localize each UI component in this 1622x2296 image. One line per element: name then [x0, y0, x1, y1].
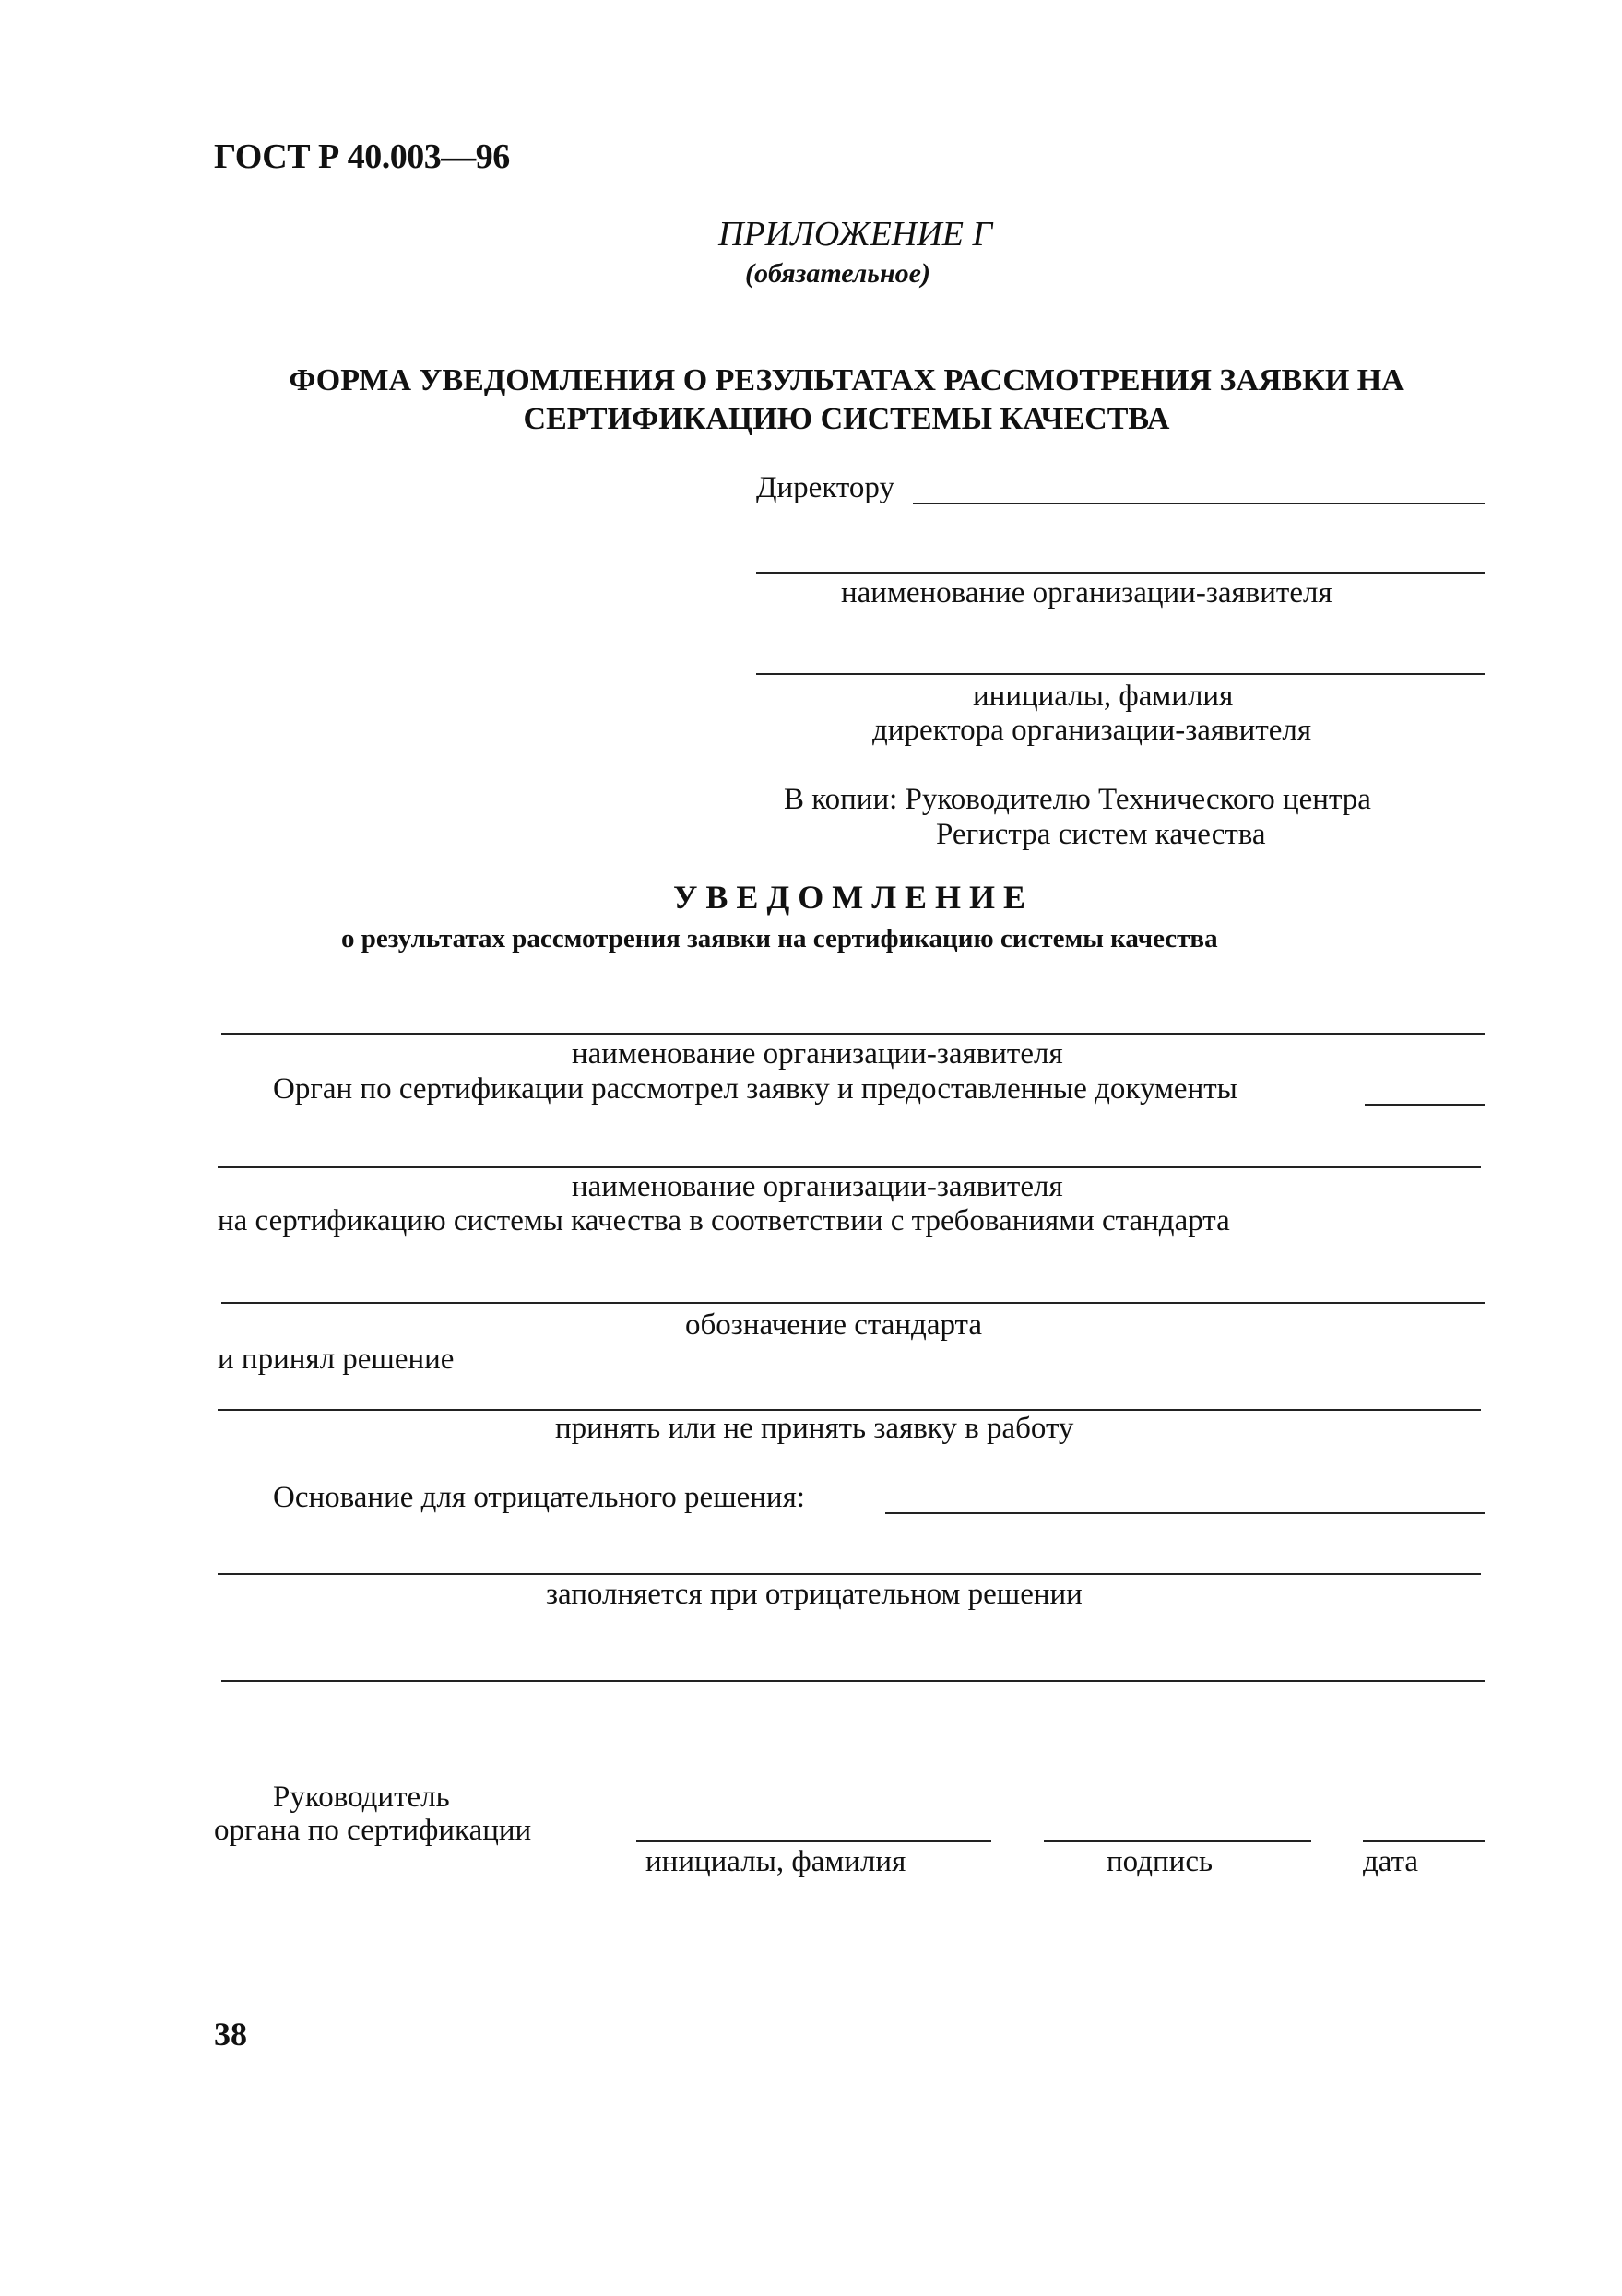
decision-caption: принять или не принять заявку в работу [555, 1412, 1074, 1445]
signature-caption-date: дата [1363, 1845, 1419, 1878]
negative-basis-label: Основание для отрицательного решения: [273, 1481, 805, 1514]
appendix-title: ПРИЛОЖЕНИЕ Г [718, 215, 993, 254]
signature-caption-name: инициалы, фамилия [645, 1845, 906, 1878]
appendix-note: (обязательное) [745, 258, 930, 289]
signature-role-line-1: Руководитель [273, 1781, 450, 1814]
org-caption-top: наименование организации-заявителя [841, 576, 1332, 610]
standard-text: на сертификацию системы качества в соответствии с требованиями стандарта [218, 1204, 1230, 1237]
notice-title: УВЕДОМЛЕНИЕ [673, 879, 1035, 916]
copy-line-2: Регистра систем качества [936, 818, 1266, 851]
reviewed-text: Орган по сертификации рассмотрел заявку и предоставленные документы [273, 1072, 1237, 1106]
standard-caption: обозначение стандарта [685, 1308, 983, 1342]
signature-caption-signature: подпись [1107, 1845, 1214, 1878]
form-title-line-1: ФОРМА УВЕДОМЛЕНИЯ О РЕЗУЛЬТАТАХ РАССМОТРЕНИЯ ЗАЯВКИ НА [289, 363, 1404, 397]
director-label: Директору [756, 471, 894, 504]
director-caption-line-1: инициалы, фамилия [973, 680, 1234, 713]
director-initials-field[interactable] [756, 673, 1485, 675]
negative-basis-field-2[interactable] [218, 1573, 1481, 1575]
director-org-field[interactable] [756, 572, 1485, 574]
decision-text: и принял решение [218, 1343, 455, 1376]
copy-line-1: В копии: Руководителю Технического центра [784, 783, 1371, 816]
page-number: 38 [214, 2016, 247, 2053]
negative-caption: заполняется при отрицательном решении [546, 1578, 1083, 1611]
applicant-org-field-2[interactable] [218, 1166, 1481, 1168]
form-title-line-2: СЕРТИФИКАЦИЮ СИСТЕМЫ КАЧЕСТВА [523, 402, 1170, 436]
org-caption-2: наименование организации-заявителя [572, 1170, 1063, 1203]
reviewed-docs-field[interactable] [1365, 1104, 1485, 1106]
signature-role-line-2: органа по сертификации [214, 1814, 532, 1847]
director-caption-line-2: директора организации-заявителя [872, 714, 1312, 747]
standard-field[interactable] [221, 1302, 1485, 1304]
signature-date-field[interactable] [1363, 1840, 1485, 1842]
signature-sign-field[interactable] [1044, 1840, 1311, 1842]
negative-basis-field[interactable] [885, 1512, 1485, 1514]
document-code: ГОСТ Р 40.003—96 [214, 137, 510, 176]
signature-name-field[interactable] [636, 1840, 991, 1842]
notice-subtitle: о результатах рассмотрения заявки на сертификацию системы качества [341, 924, 1218, 953]
extra-field[interactable] [221, 1680, 1485, 1682]
org-caption-1: наименование организации-заявителя [572, 1037, 1063, 1071]
applicant-org-field-1[interactable] [221, 1033, 1485, 1035]
director-name-field[interactable] [913, 503, 1485, 504]
